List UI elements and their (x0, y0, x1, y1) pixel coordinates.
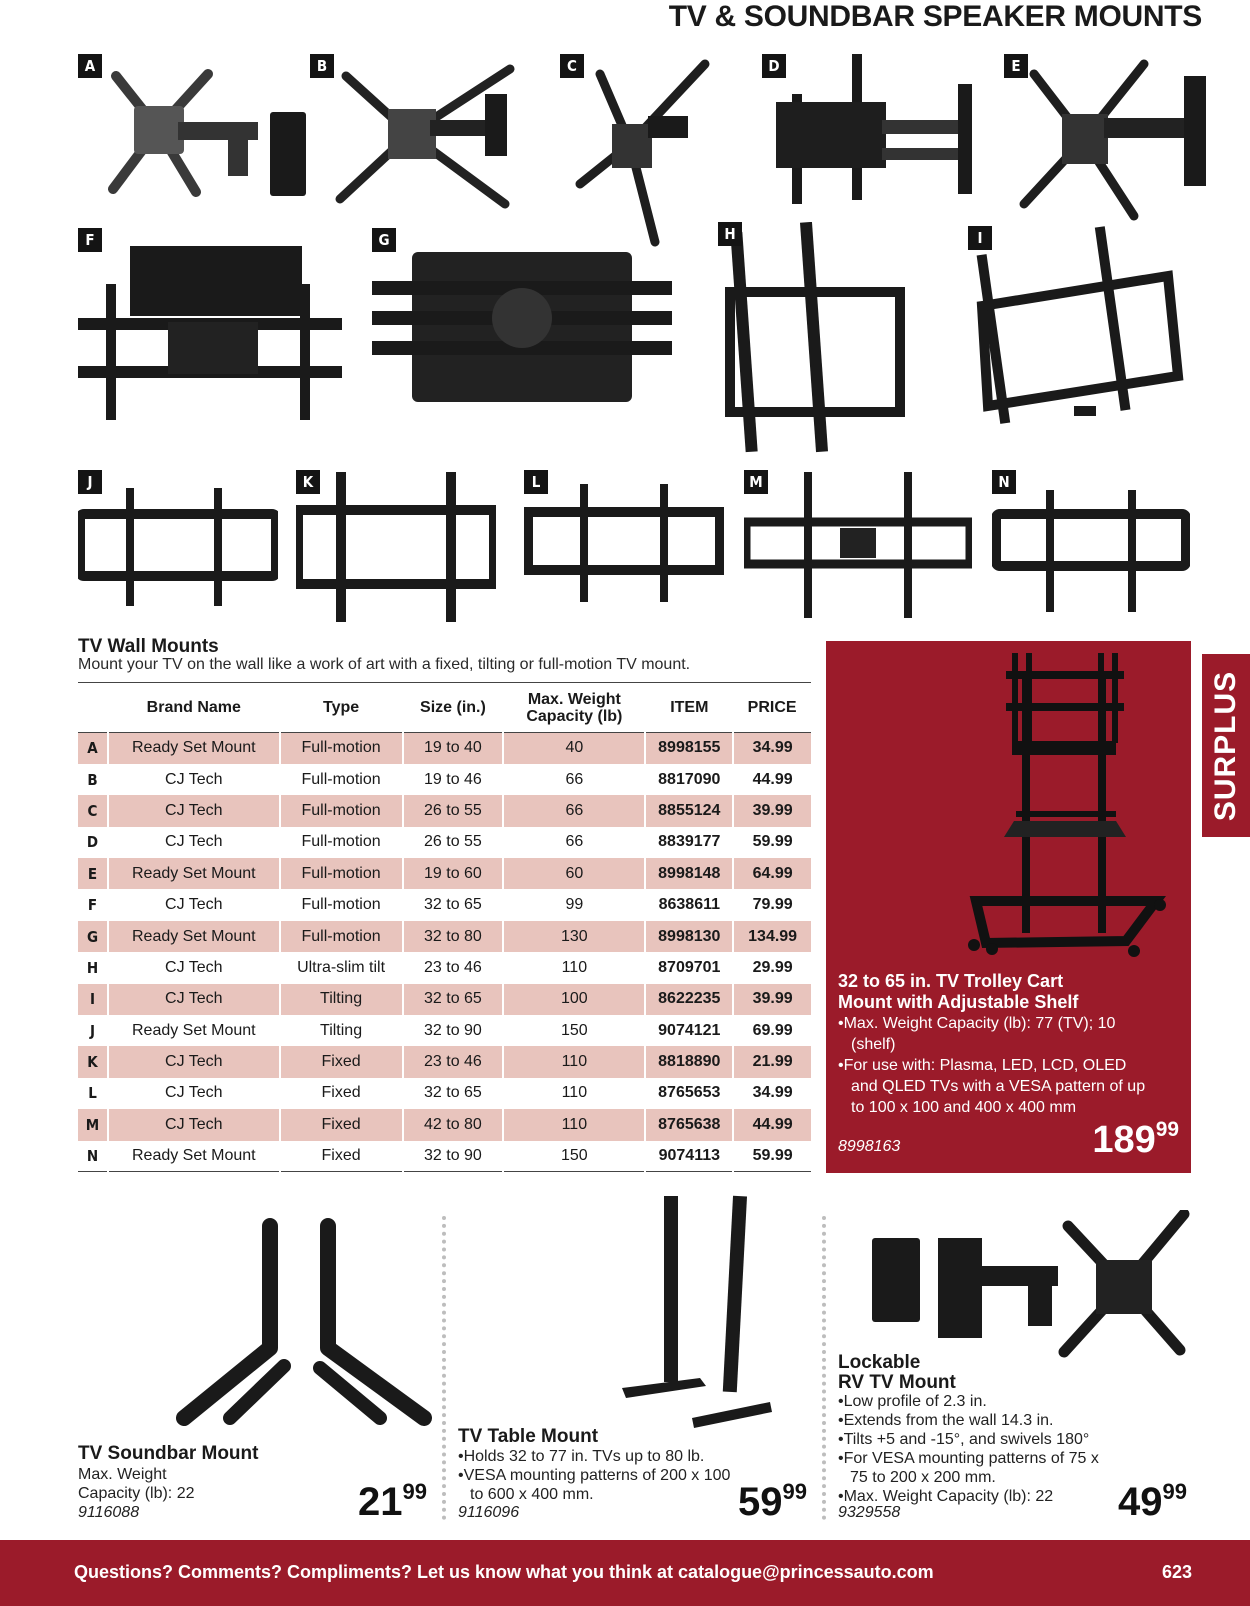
product-letter-badge: E (1004, 54, 1028, 78)
feature-title (838, 971, 1178, 1013)
weight-cell: 100 (503, 984, 645, 1015)
item-number-cell: 8818890 (645, 1046, 733, 1077)
table-row (78, 1015, 811, 1046)
brand-cell: CJ Tech (108, 827, 280, 858)
trolley-cart-illustration (826, 641, 1191, 971)
table-row (78, 858, 811, 889)
product-image-n (992, 470, 1190, 616)
product-image-l (524, 470, 724, 610)
brand-cell: CJ Tech (108, 795, 280, 826)
row-letter: L (78, 1078, 108, 1109)
rv-mount-bullet: •Tilts +5 and -15°, and swivels 180° (838, 1431, 1090, 1448)
rv-mount-title-line2: RV TV Mount (838, 1372, 956, 1393)
wall-mounts-title: TV Wall Mounts (78, 636, 219, 657)
product-image-g (372, 228, 672, 424)
rv-mount-bullet: •For VESA mounting patterns of 75 x 75 to 200 x 200 mm. (838, 1450, 1099, 1486)
price-cell: 39.99 (733, 984, 811, 1015)
feature-title-line1: 32 to 65 in. TV Trolley Cart (838, 971, 1064, 991)
type-cell: Ultra-slim tilt (280, 952, 403, 983)
weight-cell: 110 (503, 952, 645, 983)
table-row (78, 1141, 811, 1172)
item-number-cell: 9074113 (645, 1141, 733, 1172)
product-image-i (968, 226, 1188, 426)
product-letter-badge: K (296, 470, 320, 494)
row-letter: G (78, 921, 108, 952)
size-cell: 32 to 65 (403, 1078, 504, 1109)
tilting-mount-illustration (968, 226, 1188, 426)
brand-cell: CJ Tech (108, 1046, 280, 1077)
price-cell: 21.99 (733, 1046, 811, 1077)
item-number-cell: 8998148 (645, 858, 733, 889)
size-cell: 26 to 55 (403, 827, 504, 858)
product-letter-badge: C (560, 54, 584, 78)
header-weight (503, 683, 645, 733)
type-cell: Fixed (280, 1046, 403, 1077)
wall-mounts-table (78, 682, 811, 1172)
soundbar-price (358, 1480, 427, 1525)
row-letter: H (78, 952, 108, 983)
price-cents: 99 (782, 1478, 807, 1504)
type-cell: Tilting (280, 1015, 403, 1046)
weight-cell: 110 (503, 1046, 645, 1077)
product-image-d (762, 54, 988, 204)
product-letter-badge: G (372, 228, 396, 252)
table-header-row (78, 683, 811, 733)
size-cell: 32 to 80 (403, 921, 504, 952)
weight-cell: 60 (503, 858, 645, 889)
brand-cell: Ready Set Mount (108, 733, 280, 764)
wall-mounts-description: Mount your TV on the wall like a work of art with a fixed, tilting or full-motion TV mount. (78, 656, 691, 673)
brand-cell: CJ Tech (108, 764, 280, 795)
row-letter: E (78, 858, 108, 889)
item-number-cell: 8839177 (645, 827, 733, 858)
header-size: Size (in.) (403, 683, 504, 733)
product-image-h (718, 222, 908, 460)
price-dollars: 21 (358, 1480, 403, 1524)
product-image-f (78, 228, 342, 430)
type-cell: Fixed (280, 1109, 403, 1140)
item-number-cell: 8709701 (645, 952, 733, 983)
soundbar-text-line1: Max. Weight (78, 1466, 167, 1483)
brand-cell: CJ Tech (108, 952, 280, 983)
type-cell: Full-motion (280, 733, 403, 764)
page-number: 623 (1161, 1562, 1192, 1582)
row-letter: M (78, 1109, 108, 1140)
product-letter-badge: J (78, 470, 102, 494)
weight-cell: 66 (503, 827, 645, 858)
product-letter-badge: L (524, 470, 548, 494)
size-cell: 19 to 60 (403, 858, 504, 889)
item-number-cell: 8817090 (645, 764, 733, 795)
row-letter: J (78, 1015, 108, 1046)
soundbar-title: TV Soundbar Mount (78, 1443, 259, 1464)
weight-cell: 66 (503, 764, 645, 795)
table-mount-bullets (458, 1447, 738, 1504)
weight-cell: 150 (503, 1141, 645, 1172)
product-letter-badge: H (718, 222, 742, 246)
price-cell: 59.99 (752, 833, 793, 851)
product-letter-badge: B (310, 54, 334, 78)
price-dollars: 59 (738, 1480, 783, 1524)
soundbar-text-line2: Capacity (lb): 22 (78, 1485, 195, 1502)
flat-mount-illustration (524, 470, 724, 610)
table-row (78, 952, 811, 983)
feature-title-line2: Mount with Adjustable Shelf (838, 992, 1079, 1012)
price-cell: 34.99 (752, 1084, 793, 1102)
articulating-mount-illustration (560, 54, 720, 250)
weight-cell: 110 (503, 1109, 645, 1140)
table-mount-bullet: •VESA mounting patterns of 200 x 100 to 600 x 400 mm. (458, 1467, 731, 1503)
weight-cell: 40 (503, 733, 645, 764)
table-mount-bullet: •Holds 32 to 77 in. TVs up to 80 lb. (458, 1448, 705, 1465)
size-cell: 32 to 90 (403, 1141, 504, 1172)
soundbar-mount-illustration (170, 1218, 440, 1438)
flat-mount-illustration (78, 470, 278, 610)
size-cell: 19 to 40 (403, 733, 504, 764)
table-row (78, 921, 811, 952)
product-letter-badge: M (744, 470, 768, 494)
type-cell: Full-motion (280, 827, 403, 858)
price-cents: 99 (402, 1478, 427, 1504)
product-image-j (78, 470, 278, 610)
feature-price (1092, 1119, 1179, 1162)
table-mount-title: TV Table Mount (458, 1426, 599, 1447)
articulating-mount-illustration (310, 54, 530, 214)
footer-bar (0, 1540, 1250, 1606)
surplus-label: SURPLUS (1209, 670, 1242, 821)
product-letter-badge: I (968, 226, 992, 250)
header-price: PRICE (733, 683, 811, 733)
rv-mount-title-line1: Lockable (838, 1352, 921, 1373)
item-number-cell: 9074121 (645, 1015, 733, 1046)
item-number-cell: 8998155 (645, 733, 733, 764)
trolley-cart-feature (826, 641, 1191, 1173)
item-number-cell: 8638611 (645, 889, 733, 920)
type-cell: Tilting (280, 984, 403, 1015)
product-divider (822, 1216, 826, 1520)
price-dollars: 189 (1092, 1119, 1156, 1161)
row-letter: C (78, 795, 108, 826)
product-image-m (744, 470, 972, 620)
rv-mount-bullets (838, 1392, 1100, 1506)
page-title: TV & SOUNDBAR SPEAKER MOUNTS (668, 0, 1202, 33)
price-cell: 39.99 (733, 795, 811, 826)
row-letter: B (78, 764, 108, 795)
table-row (78, 795, 811, 826)
type-cell: Full-motion (280, 764, 403, 795)
articulating-mount-illustration (1004, 54, 1210, 226)
type-cell: Full-motion (280, 889, 403, 920)
price-cell: 64.99 (733, 858, 811, 889)
price-cell: 44.99 (733, 1109, 811, 1140)
rv-mount-title (838, 1353, 956, 1393)
rv-mount-bullet: •Max. Weight Capacity (lb): 22 (838, 1488, 1054, 1505)
price-cell: 29.99 (752, 958, 793, 976)
price-cell: 34.99 (733, 733, 811, 764)
table-row (78, 1078, 811, 1109)
table-mount-illustration (620, 1192, 780, 1432)
brand-cell: CJ Tech (108, 1109, 280, 1140)
weight-cell: 99 (503, 889, 645, 920)
surplus-tab (1202, 654, 1250, 837)
type-cell: Fixed (280, 1078, 403, 1109)
tilting-mount-illustration (718, 222, 908, 460)
brand-cell: Ready Set Mount (108, 1141, 280, 1172)
table-row (78, 889, 811, 920)
brand-cell: Ready Set Mount (108, 921, 280, 952)
wall-mount-illustration (78, 228, 342, 430)
soundbar-text (78, 1465, 195, 1503)
price-cell: 69.99 (752, 1021, 793, 1039)
product-letter-badge: N (992, 470, 1016, 494)
soundbar-sku: 9116088 (78, 1504, 140, 1521)
rv-mount-bullet: •Low profile of 2.3 in. (838, 1393, 987, 1410)
feature-bullet: •Max. Weight Capacity (lb): 77 (TV); 10 (shelf) (838, 1015, 1116, 1053)
item-number-cell: 8998130 (645, 921, 733, 952)
type-cell: Full-motion (280, 921, 403, 952)
weight-cell: 66 (503, 795, 645, 826)
product-letter-badge: A (78, 54, 102, 78)
header-weight-line1: Max. Weight (527, 690, 621, 708)
size-cell: 32 to 90 (403, 1015, 504, 1046)
row-letter: I (78, 984, 108, 1015)
size-cell: 42 to 80 (403, 1109, 504, 1140)
type-cell: Full-motion (280, 858, 403, 889)
table-mount-sku: 9116096 (458, 1504, 520, 1521)
row-letter: N (78, 1141, 108, 1172)
flat-mount-illustration (296, 470, 496, 622)
footer-feedback-text: Questions? Comments? Compliments? Let us know what you think at catalogue@princessauto.com (74, 1562, 934, 1582)
brand-cell: CJ Tech (108, 889, 280, 920)
product-image-c (560, 54, 720, 250)
feature-sku: 8998163 (838, 1138, 901, 1155)
table-row (78, 1109, 811, 1140)
brand-cell: CJ Tech (108, 1078, 280, 1109)
brand-cell: CJ Tech (108, 984, 280, 1015)
size-cell: 23 to 46 (403, 1046, 504, 1077)
weight-cell: 110 (503, 1078, 645, 1109)
header-letter (78, 683, 108, 733)
product-image-b (310, 54, 530, 214)
product-image-k (296, 470, 496, 622)
rv-mount-bullet: •Extends from the wall 14.3 in. (838, 1412, 1054, 1429)
rv-mount-sku: 9329558 (838, 1504, 901, 1521)
feature-bullets (838, 1013, 1148, 1118)
type-cell: Full-motion (280, 795, 403, 826)
header-weight-line2: Capacity (lb) (526, 707, 623, 725)
flat-mount-illustration (992, 470, 1190, 616)
brand-cell: Ready Set Mount (108, 1015, 280, 1046)
item-number-cell: 8765638 (645, 1109, 733, 1140)
weight-cell: 130 (503, 921, 645, 952)
table-row (78, 984, 811, 1015)
price-cell: 134.99 (733, 921, 811, 952)
wall-mount-illustration (372, 228, 672, 424)
item-number-cell: 8622235 (645, 984, 733, 1015)
rv-mount-price (1118, 1480, 1187, 1525)
price-cell: 79.99 (752, 896, 793, 914)
row-letter: D (78, 827, 108, 858)
row-letter: K (78, 1046, 108, 1077)
header-item: ITEM (645, 683, 733, 733)
product-letter-badge: D (762, 54, 786, 78)
item-number-cell: 8765653 (645, 1078, 733, 1109)
table-row (78, 764, 811, 795)
product-divider (442, 1216, 446, 1520)
size-cell: 32 to 65 (403, 984, 504, 1015)
weight-cell: 150 (503, 1015, 645, 1046)
price-cents: 99 (1162, 1478, 1187, 1504)
header-brand: Brand Name (108, 683, 280, 733)
brand-cell: Ready Set Mount (108, 858, 280, 889)
price-cell: 59.99 (733, 1141, 811, 1172)
price-cents: 99 (1155, 1118, 1179, 1142)
feature-bullet: •For use with: Plasma, LED, LCD, OLED and QLED TVs with a VESA pattern of up to 100 x 100 and 400 x 400 mm (838, 1057, 1146, 1116)
table-row (78, 827, 811, 858)
header-type: Type (280, 683, 403, 733)
size-cell: 23 to 46 (403, 952, 504, 983)
size-cell: 26 to 55 (403, 795, 504, 826)
product-image-a (78, 54, 318, 210)
flat-mount-illustration (744, 470, 972, 620)
row-letter: A (78, 733, 108, 764)
articulating-mount-illustration (78, 54, 318, 210)
size-cell: 32 to 65 (403, 889, 504, 920)
articulating-mount-illustration (762, 54, 988, 204)
price-dollars: 49 (1118, 1480, 1163, 1524)
size-cell: 19 to 46 (403, 764, 504, 795)
product-image-e (1004, 54, 1210, 226)
price-cell: 44.99 (752, 770, 793, 788)
table-row (78, 733, 811, 764)
row-letter: F (78, 889, 108, 920)
table-mount-price (738, 1480, 807, 1525)
type-cell: Fixed (280, 1141, 403, 1172)
table-row (78, 1046, 811, 1077)
product-letter-badge: F (78, 228, 102, 252)
item-number-cell: 8855124 (645, 795, 733, 826)
rv-mount-illustration (868, 1210, 1190, 1360)
